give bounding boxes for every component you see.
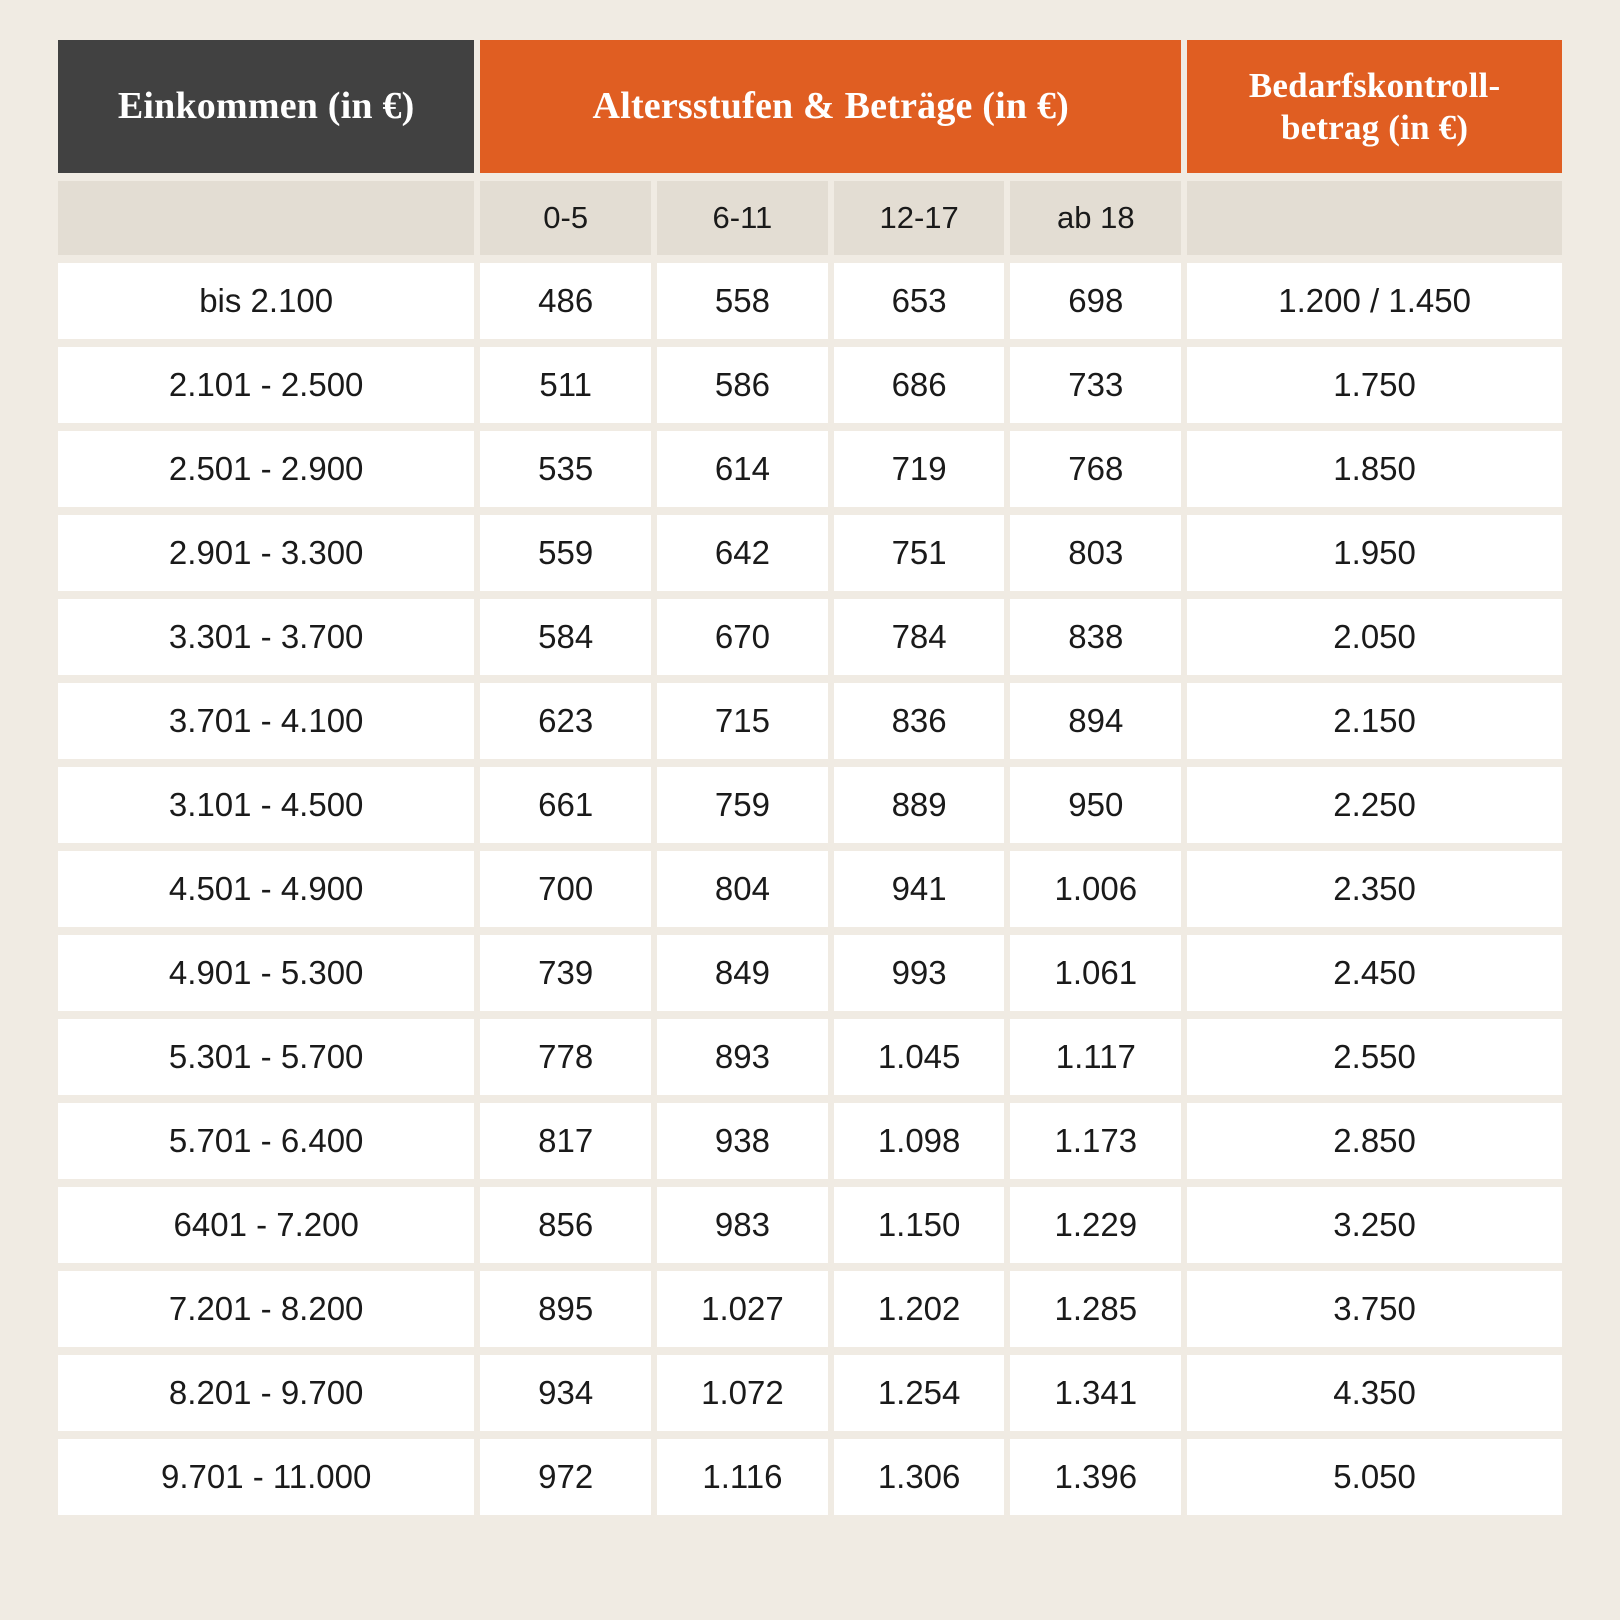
table-row: [58, 1187, 1562, 1263]
amount-cell-age-0-5: 778: [480, 1019, 651, 1095]
table-row: [58, 263, 1562, 339]
amount-cell-age-18-plus: 1.173: [1010, 1103, 1181, 1179]
amount-cell-age-0-5: 559: [480, 515, 651, 591]
income-cell: 7.201 - 8.200: [58, 1271, 474, 1347]
amount-cell-age-6-11: 670: [657, 599, 828, 675]
table-row: [58, 683, 1562, 759]
table-row: [58, 515, 1562, 591]
table-row: [58, 1271, 1562, 1347]
table-row: [58, 1103, 1562, 1179]
need-control-cell: 3.750: [1187, 1271, 1562, 1347]
amount-cell-age-12-17: 1.045: [834, 1019, 1005, 1095]
group-header-row: [58, 40, 1562, 173]
table-row: [58, 599, 1562, 675]
amount-cell-age-0-5: 511: [480, 347, 651, 423]
table-row: [58, 1439, 1562, 1515]
amount-cell-age-0-5: 535: [480, 431, 651, 507]
income-cell: 9.701 - 11.000: [58, 1439, 474, 1515]
income-cell: 8.201 - 9.700: [58, 1355, 474, 1431]
amount-cell-age-12-17: 1.254: [834, 1355, 1005, 1431]
sub-header-age-0-5: 0-5: [480, 181, 651, 255]
amount-cell-age-6-11: 759: [657, 767, 828, 843]
amount-cell-age-0-5: 700: [480, 851, 651, 927]
amount-cell-age-18-plus: 1.396: [1010, 1439, 1181, 1515]
amount-cell-age-6-11: 804: [657, 851, 828, 927]
need-control-cell: 1.950: [1187, 515, 1562, 591]
need-control-cell: 5.050: [1187, 1439, 1562, 1515]
need-control-cell: 3.250: [1187, 1187, 1562, 1263]
need-control-cell: 2.050: [1187, 599, 1562, 675]
amount-cell-age-18-plus: 1.229: [1010, 1187, 1181, 1263]
amount-cell-age-6-11: 1.027: [657, 1271, 828, 1347]
table-row: [58, 431, 1562, 507]
amount-cell-age-18-plus: 1.061: [1010, 935, 1181, 1011]
amount-cell-age-6-11: 1.072: [657, 1355, 828, 1431]
need-control-cell: 1.850: [1187, 431, 1562, 507]
amount-cell-age-0-5: 739: [480, 935, 651, 1011]
amount-cell-age-12-17: 1.202: [834, 1271, 1005, 1347]
need-control-cell: 1.750: [1187, 347, 1562, 423]
amount-cell-age-12-17: 1.150: [834, 1187, 1005, 1263]
amount-cell-age-18-plus: 838: [1010, 599, 1181, 675]
need-control-line-1: Bedarfskontroll-: [1248, 65, 1501, 105]
amount-cell-age-18-plus: 894: [1010, 683, 1181, 759]
amount-cell-age-12-17: 993: [834, 935, 1005, 1011]
table-row: [58, 935, 1562, 1011]
sub-header-age-18-plus: ab 18: [1010, 181, 1181, 255]
sub-header-income-blank: [58, 181, 474, 255]
sub-header-row: [58, 181, 1562, 255]
group-header-income: Einkommen (in €): [58, 40, 474, 173]
income-cell: 4.901 - 5.300: [58, 935, 474, 1011]
income-cell: 4.501 - 4.900: [58, 851, 474, 927]
amount-cell-age-6-11: 1.116: [657, 1439, 828, 1515]
need-control-cell: 1.200 / 1.450: [1187, 263, 1562, 339]
amount-cell-age-6-11: 715: [657, 683, 828, 759]
amount-cell-age-18-plus: 950: [1010, 767, 1181, 843]
group-header-ages-amounts: Altersstufen & Beträge (in €): [480, 40, 1181, 173]
income-cell: 3.701 - 4.100: [58, 683, 474, 759]
amount-cell-age-0-5: 623: [480, 683, 651, 759]
table-row: [58, 347, 1562, 423]
income-cell: 5.701 - 6.400: [58, 1103, 474, 1179]
table-row: [58, 1355, 1562, 1431]
amount-cell-age-6-11: 983: [657, 1187, 828, 1263]
income-support-table: [52, 32, 1568, 1523]
amount-cell-age-6-11: 849: [657, 935, 828, 1011]
need-control-cell: 2.850: [1187, 1103, 1562, 1179]
income-cell: 3.101 - 4.500: [58, 767, 474, 843]
table-row: [58, 767, 1562, 843]
need-control-cell: 2.350: [1187, 851, 1562, 927]
amount-cell-age-6-11: 558: [657, 263, 828, 339]
table-row: [58, 1019, 1562, 1095]
amount-cell-age-12-17: 653: [834, 263, 1005, 339]
amount-cell-age-18-plus: 803: [1010, 515, 1181, 591]
amount-cell-age-12-17: 751: [834, 515, 1005, 591]
income-cell: 2.901 - 3.300: [58, 515, 474, 591]
amount-cell-age-6-11: 586: [657, 347, 828, 423]
income-cell: 5.301 - 5.700: [58, 1019, 474, 1095]
need-control-cell: 2.450: [1187, 935, 1562, 1011]
need-control-cell: 2.550: [1187, 1019, 1562, 1095]
amount-cell-age-0-5: 972: [480, 1439, 651, 1515]
amount-cell-age-0-5: 895: [480, 1271, 651, 1347]
amount-cell-age-18-plus: 1.341: [1010, 1355, 1181, 1431]
sub-header-age-12-17: 12-17: [834, 181, 1005, 255]
amount-cell-age-18-plus: 1.117: [1010, 1019, 1181, 1095]
amount-cell-age-6-11: 938: [657, 1103, 828, 1179]
amount-cell-age-12-17: 836: [834, 683, 1005, 759]
amount-cell-age-12-17: 719: [834, 431, 1005, 507]
table-row: [58, 851, 1562, 927]
amount-cell-age-12-17: 889: [834, 767, 1005, 843]
amount-cell-age-12-17: 941: [834, 851, 1005, 927]
amount-cell-age-18-plus: 768: [1010, 431, 1181, 507]
amount-cell-age-0-5: 817: [480, 1103, 651, 1179]
amount-cell-age-0-5: 661: [480, 767, 651, 843]
amount-cell-age-0-5: 934: [480, 1355, 651, 1431]
amount-cell-age-0-5: 486: [480, 263, 651, 339]
amount-cell-age-6-11: 893: [657, 1019, 828, 1095]
table-body: [58, 263, 1562, 1515]
income-cell: 3.301 - 3.700: [58, 599, 474, 675]
amount-cell-age-12-17: 1.306: [834, 1439, 1005, 1515]
group-header-need-control: [1187, 40, 1562, 173]
table-header: [58, 40, 1562, 255]
amount-cell-age-12-17: 784: [834, 599, 1005, 675]
amount-cell-age-0-5: 584: [480, 599, 651, 675]
income-cell: 2.501 - 2.900: [58, 431, 474, 507]
sub-header-need-control-blank: [1187, 181, 1562, 255]
need-control-cell: 2.150: [1187, 683, 1562, 759]
income-cell: 2.101 - 2.500: [58, 347, 474, 423]
need-control-line-2: betrag (in €): [1280, 107, 1469, 147]
amount-cell-age-18-plus: 733: [1010, 347, 1181, 423]
sub-header-age-6-11: 6-11: [657, 181, 828, 255]
amount-cell-age-6-11: 614: [657, 431, 828, 507]
amount-cell-age-18-plus: 1.006: [1010, 851, 1181, 927]
amount-cell-age-18-plus: 698: [1010, 263, 1181, 339]
income-cell: 6401 - 7.200: [58, 1187, 474, 1263]
income-cell: bis 2.100: [58, 263, 474, 339]
amount-cell-age-12-17: 1.098: [834, 1103, 1005, 1179]
need-control-cell: 4.350: [1187, 1355, 1562, 1431]
income-support-table-container: [58, 40, 1562, 1515]
amount-cell-age-6-11: 642: [657, 515, 828, 591]
need-control-cell: 2.250: [1187, 767, 1562, 843]
amount-cell-age-18-plus: 1.285: [1010, 1271, 1181, 1347]
amount-cell-age-12-17: 686: [834, 347, 1005, 423]
amount-cell-age-0-5: 856: [480, 1187, 651, 1263]
